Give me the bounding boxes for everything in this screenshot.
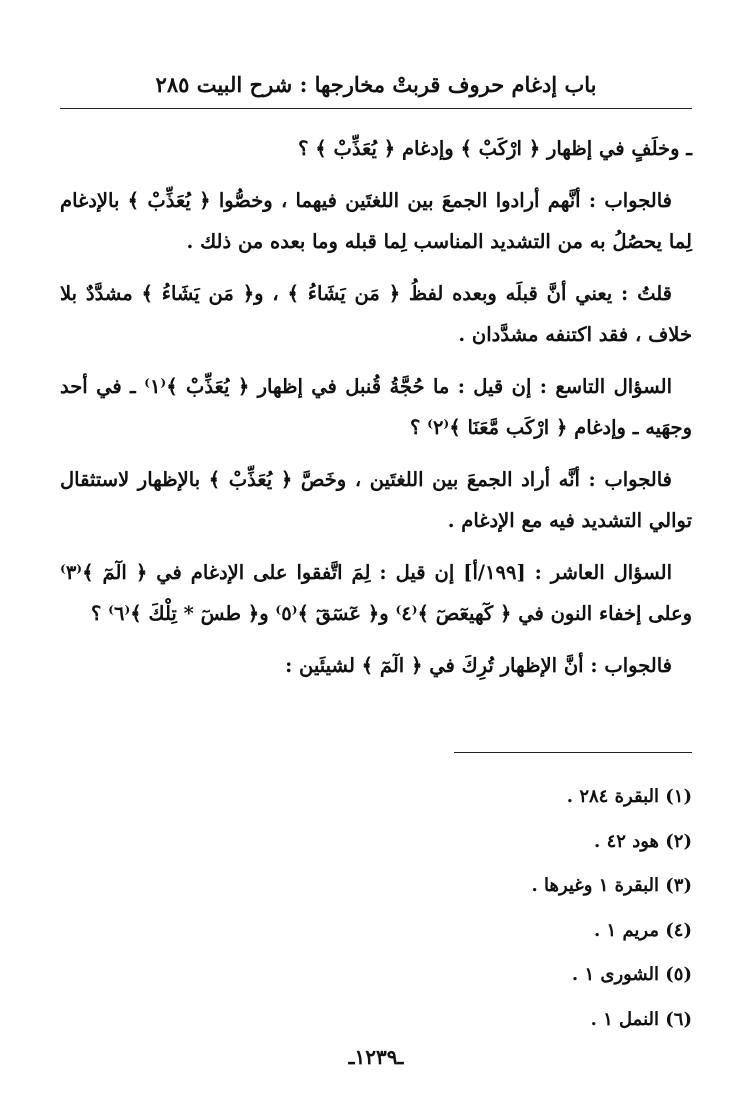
footnote-1: (١) البقرة ٢٨٤ . [566, 786, 692, 807]
paragraph-1: ـ وخلَفٍ في إظهار ﴿ ارْكَبْ ﴾ وإدغام ﴿ يُعَذِّبْ ﴾ ؟ [298, 137, 692, 160]
footnote-6: (٦) النمل ١ . [590, 1008, 692, 1030]
footnote-5: (٥) الشورى ١ . [571, 964, 692, 985]
paragraph-2: فالجواب : أنَّهم أرادوا الجمعَ بين اللغتَين فيهما ، وخصُّوا ﴿ يُعَذِّبْ ﴾ بالإدغام لِما يحصُلُ به من التشديد المناسب لِما قبله وما بعده من ذلك . [60, 189, 692, 253]
paragraph-6: السؤال العاشر : [١٩٩/أ] إن قيل : لِمَ اتَّفقوا على الإدغام في ﴿ الٓمٓ ﴾⁽٣⁾ وعلى إخفاء النون في ﴿ كٓهيعٓصٓ ﴾⁽٤⁾ و﴿ عٓسٓقٓ ﴾⁽٥⁾ و﴿ طسٓ * تِلْكَ ﴾⁽٦⁾ ؟ [60, 561, 692, 625]
book-page [60, 0, 692, 1106]
paragraph-7: فالجواب : أنَّ الإظهار تُرِكَ في ﴿ الٓمٓ ﴾ لشيئَين : [285, 654, 672, 677]
footnotes-list [60, 782, 692, 1049]
footnote-divider [454, 752, 692, 753]
running-header: باب إدغام حروف قربتْ مخارجها : شرح البيت ٢٨٥ [155, 72, 597, 97]
footnote-2: (٢) هود ٤٢ . [594, 830, 692, 852]
footnote-3: (٣) البقرة ١ وغيرها . [531, 875, 692, 896]
main-text [60, 128, 692, 697]
footnote-4: (٤) مريم ١ . [593, 919, 692, 941]
paragraph-4: السؤال التاسع : إن قيل : ما حُجَّةُ قُنبل في إظهار ﴿ يُعَذِّبْ ﴾⁽١⁾ ـ في أحد وجهَيه ـ وإدغام ﴿ ارْكَب مَّعَنَا ﴾⁽٢⁾ ؟ [60, 375, 692, 439]
header-divider [60, 108, 692, 109]
paragraph-3: قلتُ : يعني أنَّ قبلَه وبعده لفظُ ﴿ مَن يَشَاءُ ﴾ ، و﴿ مَن يَشَاءُ ﴾ مشدَّدٌ بلا خلاف ، فقد اكتنفه مشدَّدان . [60, 282, 692, 346]
paragraph-5: فالجواب : أنَّه أراد الجمعَ بين اللغتَين ، وخَصَّ ﴿ يُعَذِّبْ ﴾ بالإظهار لاستثقال توالي التشديد فيه مع الإدغام . [60, 468, 692, 532]
page-number: ـ١٢٣٩ـ [348, 1045, 404, 1069]
